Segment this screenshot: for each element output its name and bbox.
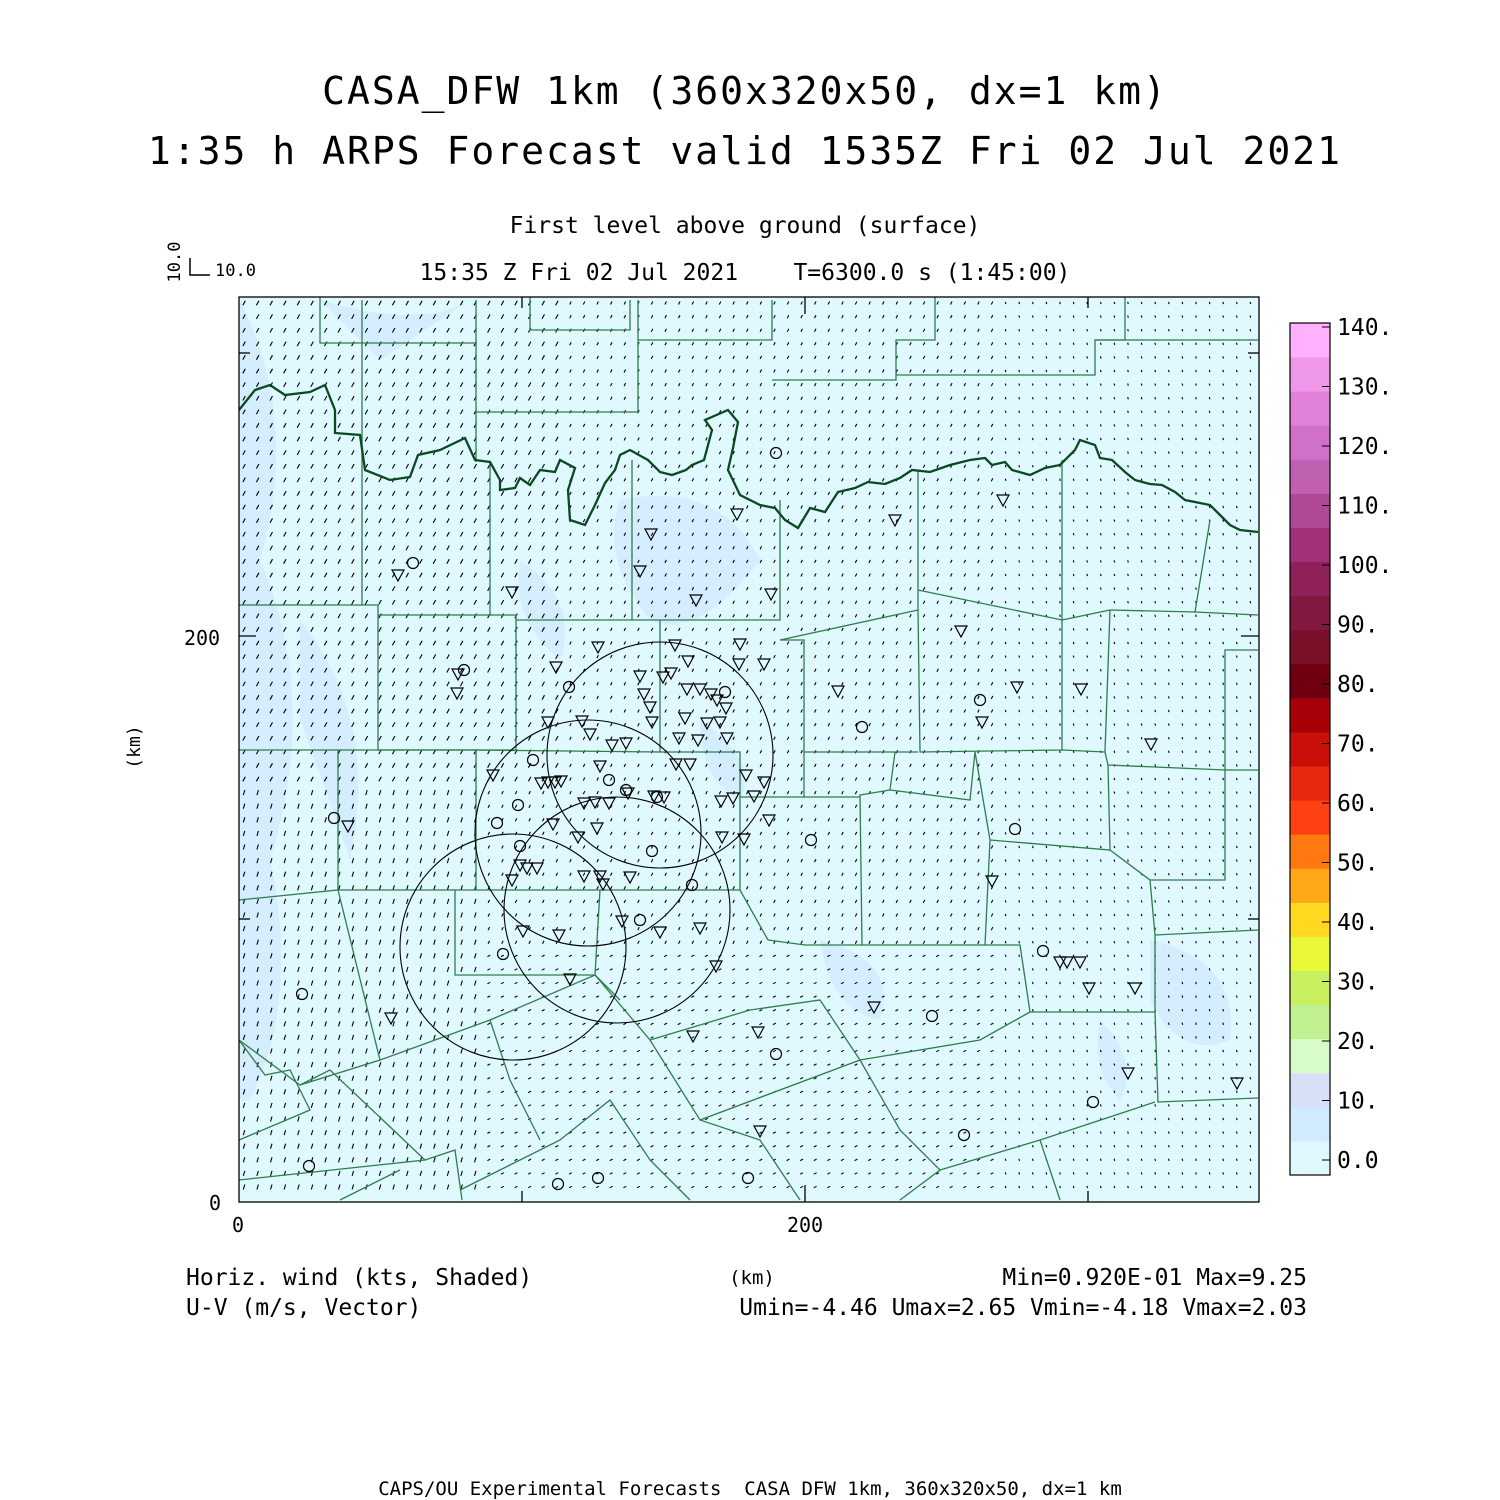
title-line-2: 1:35 h ARPS Forecast valid 1535Z Fri 02 Jul 2021 [147,129,1343,173]
colorbar-segment [1290,493,1330,528]
colorbar-segment [1290,1073,1330,1108]
x-tick-0: 0 [231,1213,245,1237]
colorbar-segment [1290,527,1330,562]
colorbar-segment [1290,664,1330,699]
colorbar-label: 0.0 [1337,1148,1379,1174]
colorbar-segment [1290,902,1330,937]
colorbar-segment [1290,1141,1330,1176]
colorbar-segment [1290,971,1330,1006]
vector-key-vertical: 10.0 [165,241,185,283]
colorbar-label: 110. [1337,493,1393,520]
colorbar-segment [1290,698,1330,733]
colorbar-segment [1290,834,1330,869]
colorbar-segment [1290,562,1330,597]
colorbar-label: 30. [1337,969,1379,996]
colorbar [1290,323,1330,1176]
colorbar-label: 10. [1337,1088,1379,1115]
colorbar-label: 90. [1337,612,1379,639]
y-axis-label: (km) [124,725,145,769]
colorbar-segment [1290,596,1330,631]
x-axis-label: (km) [729,1267,775,1289]
map-plot-area [239,297,1259,1202]
colorbar-segment [1290,936,1330,971]
colorbar-label: 50. [1337,850,1379,877]
colorbar-label: 130. [1337,374,1393,401]
colorbar-segment [1290,323,1330,358]
uv-stats: Umin=-4.46 Umax=2.65 Vmin=-4.18 Vmax=2.03 [739,1295,1307,1321]
colorbar-segment [1290,1039,1330,1074]
colorbar-segment [1290,868,1330,903]
colorbar-segment [1290,425,1330,460]
vector-key-horizontal: 10.0 [215,261,256,281]
colorbar-segment [1290,1005,1330,1040]
footer-credit: CAPS/OU Experimental Forecasts CASA DFW 1km, 360x320x50, dx=1 km [378,1478,1122,1500]
colorbar-segment [1290,800,1330,835]
y-tick-0: 0 [208,1191,222,1215]
title-line-1: CASA_DFW 1km (360x320x50, dx=1 km) [322,69,1168,113]
colorbar-segment [1290,459,1330,494]
subtitle-time: 15:35 Z Fri 02 Jul 2021 T=6300.0 s (1:45:00) [419,260,1071,286]
colorbar-segment [1290,1107,1330,1142]
x-tick-200: 200 [786,1213,824,1237]
vector-key [165,242,256,283]
colorbar-label: 140. [1337,315,1393,341]
colorbar-label: 70. [1337,731,1379,758]
colorbar-label: 100. [1337,553,1393,579]
min-max-stats: Min=0.920E-01 Max=9.25 [1002,1265,1307,1291]
y-tick-200: 200 [183,626,221,650]
colorbar-label: 120. [1337,434,1393,460]
colorbar-segment [1290,630,1330,665]
subtitle-level: First level above ground (surface) [509,213,981,239]
variable-vector-label: U-V (m/s, Vector) [186,1295,422,1321]
colorbar-segment [1290,732,1330,767]
colorbar-label: 80. [1337,672,1379,698]
colorbar-label: 60. [1337,791,1379,817]
colorbar-segment [1290,391,1330,426]
colorbar-label: 20. [1337,1029,1379,1055]
colorbar-segment [1290,766,1330,801]
colorbar-label: 40. [1337,910,1379,936]
variable-shaded-label: Horiz. wind (kts, Shaded) [186,1265,533,1291]
